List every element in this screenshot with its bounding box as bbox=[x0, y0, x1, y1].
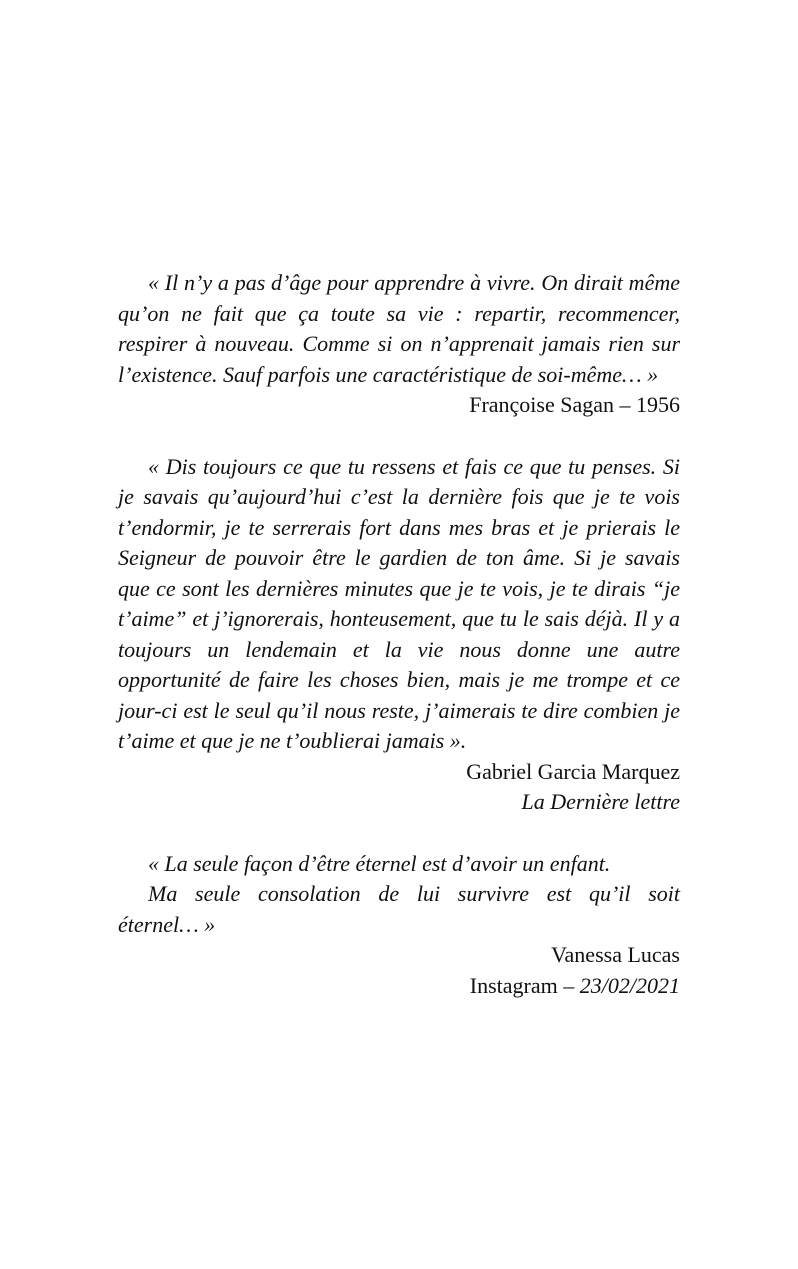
quote-line: t’endormir, je te serrerais fort dans mes bras et je prierais le bbox=[118, 514, 680, 540]
quote-text bbox=[118, 849, 680, 941]
quote-line: Seigneur de pouvoir être le gardien de ton âme. Si je savais bbox=[118, 545, 680, 570]
quote-block-marquez bbox=[118, 452, 680, 818]
quote-line: Ma seule consolation de lui survivre est qu’il soit bbox=[148, 881, 680, 906]
source-label: Instagram – bbox=[469, 972, 580, 998]
quote-work-title bbox=[118, 787, 680, 818]
quote-line: t’aime et que je ne t’oublierai jamais ». bbox=[118, 728, 467, 753]
quote-source bbox=[118, 971, 680, 1002]
quote-text bbox=[118, 452, 680, 757]
work-title-text: La Dernière lettre bbox=[521, 789, 680, 814]
quote-line: respirer à nouveau. Comme si on n’apprenait jamais rien sur bbox=[118, 331, 680, 356]
quote-line: je savais qu’aujourd’hui c’est la dernière fois que je te vois bbox=[118, 484, 680, 509]
quote-author: Gabriel Garcia Marquez bbox=[466, 758, 680, 784]
quote-line: éternel… » bbox=[118, 911, 216, 937]
quote-line: toujours un lendemain et la vie nous donne une autre bbox=[118, 636, 680, 662]
quote-line: « La seule façon d’être éternel est d’avoir un enfant. bbox=[148, 850, 611, 876]
quote-line: « Il n’y a pas d’âge pour apprendre à vivre. On dirait même bbox=[148, 270, 680, 295]
quote-block-lucas bbox=[118, 849, 680, 1002]
quote-line: qu’on ne fait que ça toute sa vie : repartir, recommencer, bbox=[118, 300, 680, 326]
page-content bbox=[118, 268, 680, 1001]
quote-author: Vanessa Lucas bbox=[551, 942, 680, 967]
quote-line: jour-ci est le seul qu’il nous reste, j’aimerais te dire combien je bbox=[118, 697, 680, 723]
quote-author: Françoise Sagan – 1956 bbox=[469, 392, 680, 417]
quote-line: opportunité de faire les choses bien, mais je me trompe et ce bbox=[118, 667, 680, 692]
source-date: 23/02/2021 bbox=[579, 972, 680, 998]
quote-line: « Dis toujours ce que tu ressens et fais ce que tu penses. Si bbox=[148, 453, 680, 479]
quote-line: t’aime” et j’ignorerais, honteusement, que tu le sais déjà. Il y a bbox=[118, 606, 680, 631]
quote-line: que ce sont les dernières minutes que je te vois, je te dirais “je bbox=[118, 575, 680, 601]
quote-line: l’existence. Sauf parfois une caractéristique de soi-même… » bbox=[118, 361, 659, 387]
quote-block-sagan bbox=[118, 268, 680, 421]
quote-text bbox=[118, 268, 680, 390]
